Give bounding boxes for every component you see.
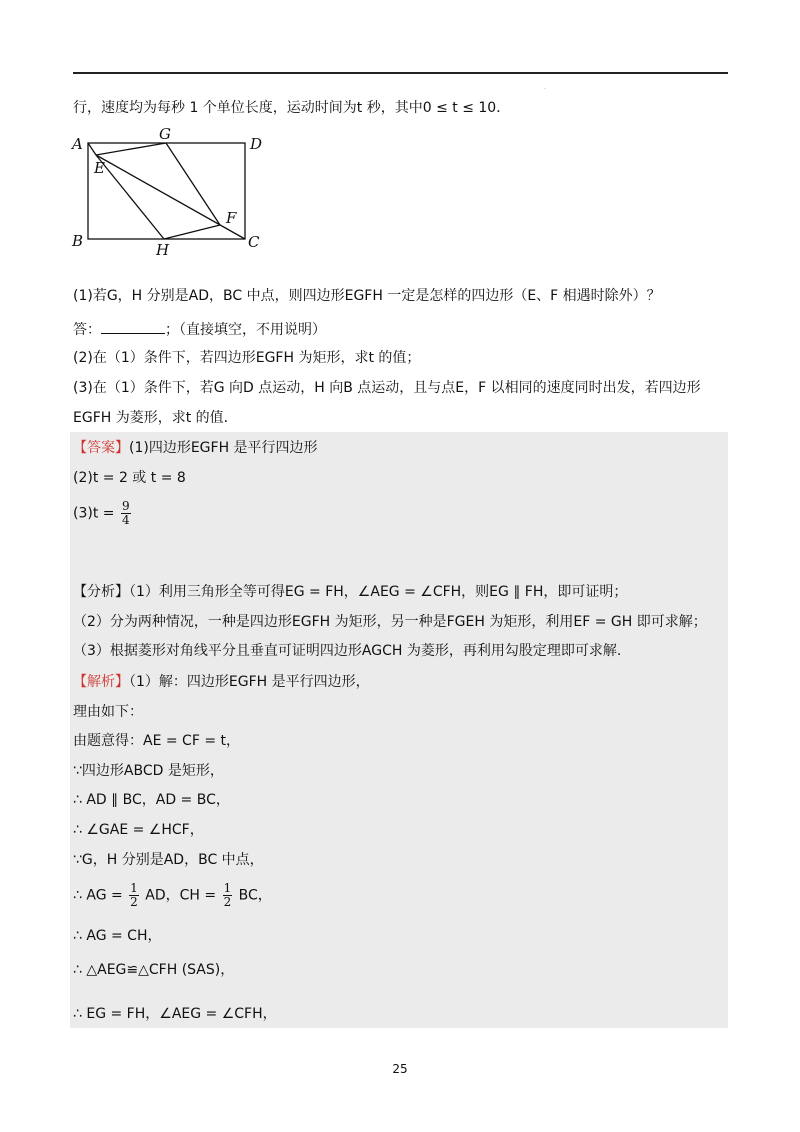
half-fraction-1 bbox=[129, 882, 139, 909]
segment-eg bbox=[96, 143, 166, 155]
half-fraction-2 bbox=[223, 882, 233, 909]
question-1-answer-line bbox=[73, 319, 326, 340]
answer-1-line bbox=[73, 438, 318, 458]
solution-8-c: BC， bbox=[238, 887, 272, 904]
header-mark: · bbox=[544, 86, 546, 93]
label-f: F bbox=[226, 209, 237, 227]
half-numerator-2: 1 bbox=[223, 881, 232, 895]
solution-11: ∴ EG = FH，∠AEG = ∠CFH， bbox=[73, 1006, 277, 1022]
rectangle-figure bbox=[70, 120, 270, 260]
label-a: A bbox=[72, 135, 83, 153]
answer-prefix: 答： bbox=[73, 322, 101, 338]
segment-ae bbox=[88, 143, 96, 155]
question-3-line1: (3)在（1）条件下，若G 向D 点运动，H 向B 点运动，且与点E，F 以相同的速度同时出发，若四边形 bbox=[73, 380, 701, 396]
solution-9: ∴ AG = CH， bbox=[73, 928, 162, 944]
solution-4: ∵四边形ABCD 是矩形， bbox=[73, 763, 224, 779]
solution-1: （1）解：四边形EGFH 是平行四边形， bbox=[129, 674, 370, 690]
rectangle-abcd bbox=[88, 143, 245, 239]
answer-3-numerator: 9 bbox=[121, 499, 130, 513]
answer-3-line bbox=[73, 500, 133, 527]
solution-8 bbox=[73, 882, 272, 909]
answer-3-denominator: 4 bbox=[121, 513, 130, 527]
header-rule bbox=[73, 72, 728, 74]
answer-suffix: ；（直接填空，不用说明） bbox=[165, 322, 326, 338]
label-g: G bbox=[159, 125, 171, 143]
analysis-line-1 bbox=[73, 582, 627, 602]
solution-6: ∴ ∠GAE = ∠HCF， bbox=[73, 822, 204, 838]
question-1: (1)若G，H 分别是AD，BC 中点，则四边形EGFH 一定是怎样的四边形（E、F 相遇时除外）？ bbox=[73, 288, 661, 304]
page-number: 25 bbox=[392, 1062, 408, 1076]
segment-he bbox=[96, 155, 164, 239]
solution-5: ∴ AD ∥ BC，AD = BC， bbox=[73, 792, 230, 808]
solution-tag: 【解析】 bbox=[73, 674, 129, 690]
solution-8-b: AD，CH = bbox=[145, 887, 217, 904]
question-3-line2: EGFH 为菱形，求t 的值． bbox=[73, 410, 238, 426]
answer-tag: 【答案】 bbox=[73, 440, 129, 456]
question-2: (2)在（1）条件下，若四边形EGFH 为矩形，求t 的值； bbox=[73, 350, 421, 366]
answer-3-prefix: (3)t = bbox=[73, 505, 115, 522]
intro-text: 行，速度均为每秒 1 个单位长度，运动时间为t 秒，其中0 ≤ t ≤ 10． bbox=[73, 100, 511, 116]
solution-7: ∵G，H 分别是AD，BC 中点， bbox=[73, 852, 264, 868]
half-numerator-1: 1 bbox=[130, 881, 138, 895]
solution-3: 由题意得：AE = CF = t， bbox=[73, 733, 241, 749]
label-h: H bbox=[156, 241, 170, 259]
label-c: C bbox=[248, 233, 260, 251]
answer-1: (1)四边形EGFH 是平行四边形 bbox=[129, 440, 318, 456]
segment-fh bbox=[164, 225, 220, 239]
analysis-2: （2）分为两种情况，一种是四边形EGFH 为矩形，另一种是FGEH 为矩形，利用EF = GH 即可求解； bbox=[73, 614, 707, 630]
analysis-1: （1）利用三角形全等可得EG = FH，∠AEG = ∠CFH，则EG ∥ FH，即可证明； bbox=[129, 584, 628, 600]
segment-gf bbox=[166, 143, 220, 225]
solution-panel bbox=[70, 432, 728, 1028]
solution-2: 理由如下： bbox=[73, 704, 143, 720]
label-b: B bbox=[72, 232, 84, 250]
solution-line-1 bbox=[73, 672, 370, 692]
answer-blank bbox=[101, 319, 165, 334]
half-denominator-1: 2 bbox=[130, 895, 138, 909]
half-denominator-2: 2 bbox=[223, 895, 232, 909]
label-d: D bbox=[250, 135, 263, 153]
solution-8-a: ∴ AG = bbox=[73, 887, 123, 904]
answer-3-fraction bbox=[121, 500, 131, 527]
label-e: E bbox=[94, 159, 105, 177]
analysis-3: （3）根据菱形对角线平分且垂直可证明四边形AGCH 为菱形，再利用勾股定理即可求解. bbox=[73, 643, 622, 659]
analysis-tag: 【分析】 bbox=[73, 584, 129, 600]
solution-10: ∴ △AEG≌△CFH (SAS)， bbox=[73, 962, 235, 978]
answer-2: (2)t = 2 或 t = 8 bbox=[73, 470, 186, 486]
diagonal-ec bbox=[96, 155, 245, 239]
